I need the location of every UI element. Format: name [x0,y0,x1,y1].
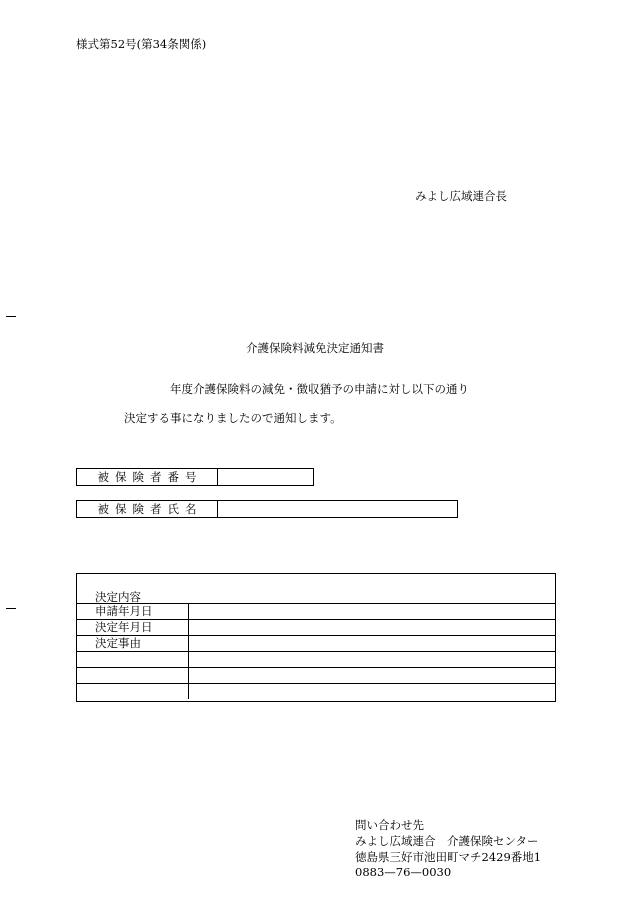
insured-name-table [76,500,458,518]
decision-row-value[interactable] [189,668,556,684]
body-line-2: 決定する事になりましたので通知します。 [124,411,342,425]
insured-number-table [76,468,314,486]
decision-row-label: 決定事由 [77,636,189,652]
document-title: 介護保険料減免決定通知書 [246,341,384,355]
table-row [77,652,555,668]
decision-row-value[interactable] [189,684,556,700]
fold-mark-top [6,316,16,317]
contact-phone: 0883—76—0030 [355,865,452,879]
decision-heading: 決定内容 [95,590,141,604]
contact-organization: みよし広域連合 介護保険センター [355,834,539,848]
insured-name-label: 被保険者氏名 [77,501,218,518]
table-row [77,636,555,652]
insured-name-field[interactable] [218,501,458,518]
contact-address: 徳島県三好市池田町マチ2429番地1 [355,850,542,864]
decision-row-value[interactable] [189,636,556,652]
decision-row-value[interactable] [189,604,556,620]
decision-row-value[interactable] [189,652,556,668]
decision-row-label: 決定年月日 [77,620,189,636]
contact-heading: 問い合わせ先 [355,818,424,832]
sender-name: みよし広域連合長 [415,189,507,203]
table-row [77,604,555,620]
table-row [77,684,555,700]
insured-number-field[interactable] [218,469,314,486]
decision-row-label [77,668,189,684]
decision-table [77,603,555,699]
table-row [77,620,555,636]
form-number: 様式第52号(第34条関係) [76,37,207,51]
decision-row-value[interactable] [189,620,556,636]
decision-row-label [77,684,189,700]
body-line-1: 年度介護保険料の減免・徴収猶予の申請に対し以下の通り [170,382,469,396]
table-row [77,668,555,684]
decision-row-label [77,652,189,668]
decision-row-label: 申請年月日 [77,604,189,620]
decision-box [76,573,556,702]
fold-mark-bottom [6,608,16,609]
insured-number-label: 被保険者番号 [77,469,218,486]
